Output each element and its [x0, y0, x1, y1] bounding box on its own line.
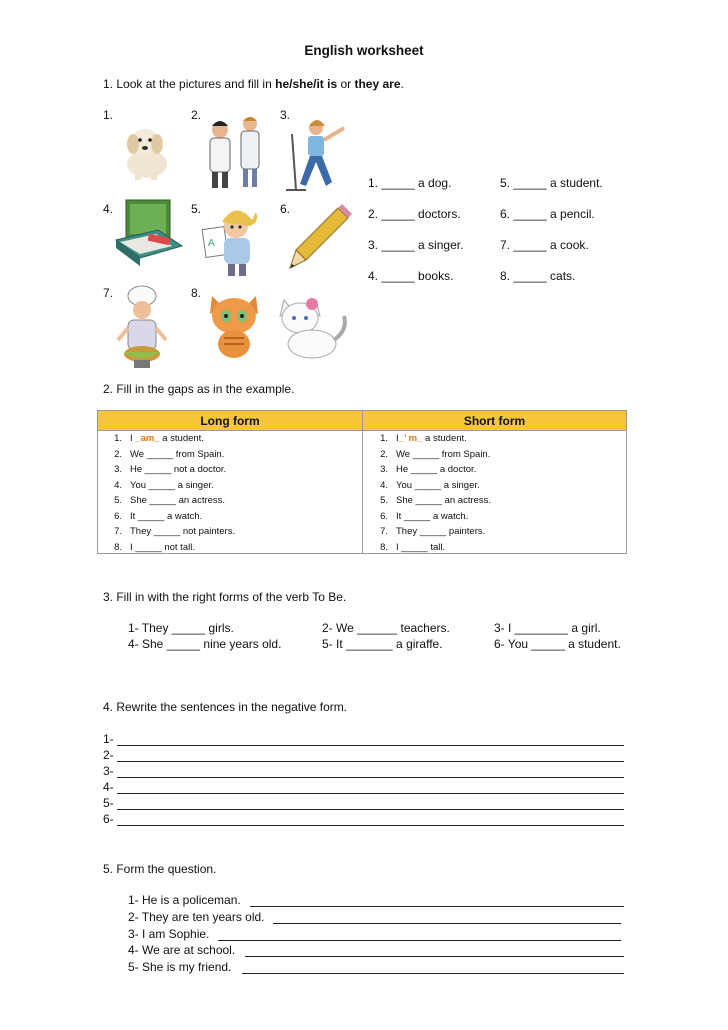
row-number: 8. [380, 541, 388, 553]
pic-label: 2. [191, 108, 202, 122]
row-text: It _____ a watch. [396, 510, 469, 522]
row-number: 3. [114, 464, 122, 475]
table-row [368, 447, 490, 463]
q5-item: 2- They are ten years old. [128, 910, 265, 924]
row-text: He _____ a doctor. [396, 464, 477, 475]
row-text: She _____ an actress. [130, 495, 226, 506]
q4-answer-line[interactable] [117, 761, 624, 762]
row-number: 7. [114, 526, 122, 537]
table-row [102, 447, 224, 463]
q4-instruction: 4. Rewrite the sentences in the negative form. [103, 700, 348, 714]
q1-sentence: 3. _____ a singer. [368, 238, 464, 252]
q4-answer-line[interactable] [117, 745, 624, 746]
q3-instruction: 3. Fill in with the right forms of the verb To Be. [103, 590, 347, 604]
row-text: a student. [422, 433, 467, 444]
row-text: a student. [159, 433, 204, 444]
q5-answer-line[interactable] [273, 923, 621, 924]
q1-sentence: 2. _____ doctors. [368, 207, 461, 221]
row-text: You _____ a singer. [130, 479, 214, 491]
row-number: 1. [114, 433, 122, 444]
long-form-header: Long form [98, 411, 363, 431]
table-divider [362, 431, 363, 553]
example-answer: _’ m_ [398, 433, 423, 444]
forms-table [97, 410, 627, 554]
pic-label: 3. [280, 108, 291, 122]
row-number: 1. [380, 433, 388, 444]
pencil-picture [286, 202, 352, 272]
row-number: 4. [380, 479, 388, 491]
orange-cat-picture [202, 288, 266, 360]
pic-label: 4. [103, 202, 114, 216]
row-text: She _____ an actress. [396, 495, 492, 506]
puppy-picture [115, 120, 175, 182]
pic-label: 6. [280, 202, 291, 216]
q5-answer-line[interactable] [250, 906, 624, 907]
white-cat-picture [272, 290, 352, 366]
table-row [102, 478, 214, 494]
row-text: You _____ a singer. [396, 479, 480, 491]
q3-item: 2- We ______ teachers. [322, 621, 450, 635]
q1-instruction-bold-a: he/she/it is [275, 77, 338, 91]
q1-sentence: 1. _____ a dog. [368, 176, 452, 190]
q1-sentence: 4. _____ books. [368, 269, 454, 283]
example-answer: _am_ [135, 433, 160, 444]
q5-instruction: 5. Form the question. [103, 862, 217, 876]
pic-label: 5. [191, 202, 202, 216]
q5-item: 3- I am Sophie. [128, 927, 210, 941]
row-number: 7. [380, 526, 388, 537]
short-form-header: Short form [363, 411, 626, 431]
table-row [368, 431, 467, 447]
row-number: 2. [114, 448, 122, 460]
table-row [368, 493, 491, 509]
row-text: They _____ not painters. [130, 526, 236, 537]
row-text: We _____ from Spain. [396, 448, 491, 460]
table-row [102, 524, 235, 540]
q4-answer-line[interactable] [117, 793, 624, 794]
q1-instruction [103, 77, 404, 91]
row-text: I _____ not tall. [130, 541, 195, 553]
q1-sentence: 7. _____ a cook. [500, 238, 589, 252]
q3-item: 1- They _____ girls. [128, 621, 234, 635]
row-number: 3. [380, 464, 388, 475]
student-picture [200, 206, 265, 281]
table-row [102, 493, 225, 509]
row-number: 8. [114, 541, 122, 553]
row-text: We _____ from Spain. [130, 448, 225, 460]
row-text: I [130, 433, 136, 444]
singer-picture [282, 114, 352, 194]
row-text: I [396, 433, 399, 444]
q5-answer-line[interactable] [218, 940, 621, 941]
svg-text:A: A [208, 238, 215, 249]
q5-item: 5- She is my friend. [128, 960, 232, 974]
q1-instruction-bold-b: they are [354, 77, 401, 91]
cook-picture [110, 282, 176, 372]
q1-instruction-part: . [400, 77, 404, 91]
row-text: It _____ a watch. [130, 510, 203, 522]
worksheet-title: English worksheet [304, 43, 424, 58]
q4-answer-line[interactable] [117, 825, 624, 826]
pic-label: 1. [103, 108, 114, 122]
row-number: 5. [114, 495, 122, 506]
row-text: I _____ tall. [396, 541, 446, 553]
row-number: 5. [380, 495, 388, 506]
q4-answer-line[interactable] [117, 809, 624, 810]
table-row [102, 462, 226, 478]
table-row [102, 540, 195, 556]
table-row [102, 431, 204, 447]
row-number: 6. [380, 510, 388, 522]
q3-item: 3- I ________ a girl. [494, 621, 601, 635]
q4-line-label: 2- [103, 748, 114, 762]
row-number: 6. [114, 510, 122, 522]
table-row [368, 509, 468, 525]
q1-instruction-part: or [337, 77, 355, 91]
q4-line-label: 5- [103, 796, 114, 810]
pic-label: 7. [103, 286, 114, 300]
row-number: 2. [380, 448, 388, 460]
q2-instruction: 2. Fill in the gaps as in the example. [103, 382, 295, 396]
q3-item: 4- She _____ nine years old. [128, 637, 282, 651]
q5-answer-line[interactable] [245, 956, 624, 957]
row-number: 4. [114, 479, 122, 491]
table-row [368, 540, 445, 556]
q1-instruction-part: 1. Look at the pictures and fill in [103, 77, 276, 91]
row-text: They _____ painters. [396, 526, 486, 537]
table-row [368, 524, 485, 540]
q4-line-label: 3- [103, 764, 114, 778]
q1-sentence: 5. _____ a student. [500, 176, 603, 190]
pic-label: 8. [191, 286, 202, 300]
q1-sentence: 8. _____ cats. [500, 269, 576, 283]
doctors-picture [200, 112, 270, 192]
books-picture [112, 196, 187, 271]
q5-item: 4- We are at school. [128, 943, 236, 957]
q5-item: 1- He is a policeman. [128, 893, 241, 907]
q4-line-label: 6- [103, 812, 114, 826]
q1-sentence: 6. _____ a pencil. [500, 207, 595, 221]
q4-line-label: 4- [103, 780, 114, 794]
q3-item: 6- You _____ a student. [494, 637, 621, 651]
q4-line-label: 1- [103, 732, 114, 746]
table-row [102, 509, 202, 525]
q3-item: 5- It _______ a giraffe. [322, 637, 443, 651]
table-row [368, 462, 476, 478]
q4-answer-line[interactable] [117, 777, 624, 778]
row-text: He _____ not a doctor. [130, 464, 227, 475]
q5-answer-line[interactable] [242, 973, 624, 974]
table-row [368, 478, 480, 494]
